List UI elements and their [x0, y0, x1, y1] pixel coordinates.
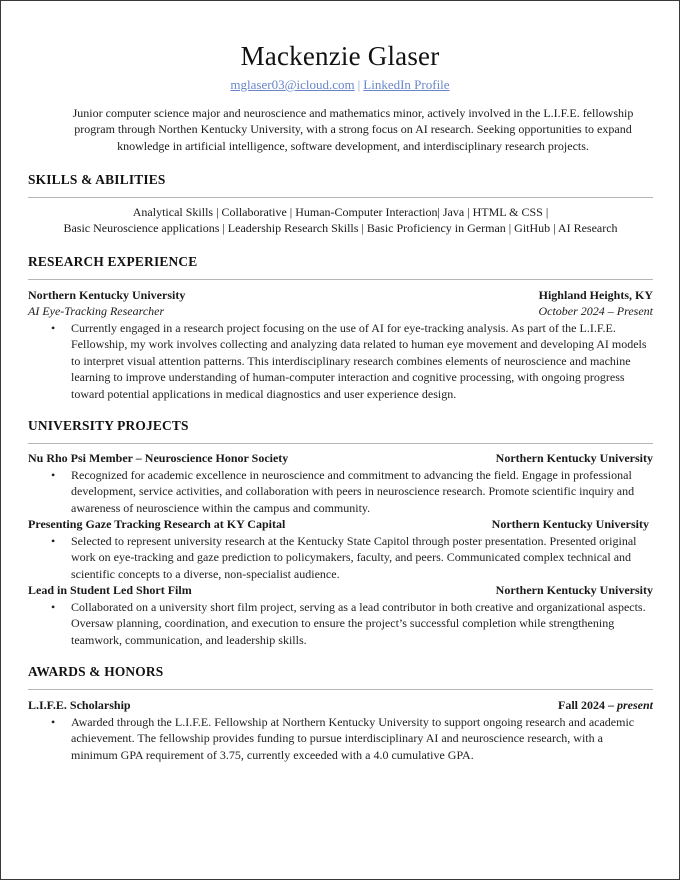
award-name: L.I.F.E. Scholarship	[28, 698, 131, 712]
section-divider	[28, 197, 653, 198]
skills-list	[28, 205, 653, 236]
research-role-row	[28, 304, 653, 320]
skills-line-2: Basic Neuroscience applications | Leadership Research Skills | Basic Proficiency in German | GitHub | AI Research	[63, 220, 618, 235]
email-link[interactable]: mglaser03@icloud.com	[230, 77, 355, 92]
bullet-icon: •	[51, 468, 56, 482]
bullet-icon: •	[51, 600, 56, 614]
research-bullet-text: Currently engaged in a research project focusing on the use of AI for eye-tracking analysis. As part of the L.I.F.E. Fellowship, my work involves collecting and analyzing data related to human eye movement and developing AI models to interpret visual attention patterns. This interdisciplinary research combines elements of neuroscience and machine learning to improve understanding of human-computer interaction and cognitive processing, with ongoing progress toward potential applications in medical diagnostics and user experience design.	[71, 321, 647, 401]
award-bullet	[51, 714, 649, 763]
project-name: Nu Rho Psi Member – Neuroscience Honor Society	[28, 451, 289, 465]
project-org: Northern Kentucky University	[495, 451, 653, 465]
project-header	[28, 451, 653, 467]
project-bullet	[51, 533, 649, 582]
project-bullet-text: Recognized for academic excellence in neuroscience and commitment to advancing the field. Engage in professional development, service activities, and collaboration with peers in neuroscience research. Promote scientific inquiry and awareness of neuroscience within the campus and community.	[71, 468, 635, 515]
contact-line	[1, 77, 679, 93]
award-date-start: Fall 2024 –	[558, 698, 614, 712]
section-divider	[28, 279, 653, 280]
awards-heading: AWARDS & HONORS	[28, 664, 164, 679]
projects-heading: UNIVERSITY PROJECTS	[28, 418, 189, 433]
research-bullet	[51, 320, 649, 402]
project-name: Lead in Student Led Short Film	[28, 583, 192, 597]
candidate-name: Mackenzie Glaser	[240, 41, 440, 71]
research-heading: RESEARCH EXPERIENCE	[28, 254, 198, 269]
award-date	[558, 698, 653, 713]
award-bullet-text: Awarded through the L.I.F.E. Fellowship at Northern Kentucky University to support ongoing research and academic achievement. The fellowship provides funding to pursue interdisciplinary AI and neuroscience research, with a minimum GPA requirement of 3.75, currently exceeded with a 4.0 cumulative GPA.	[71, 715, 635, 762]
project-bullet-text: Selected to represent university research at the Kentucky State Capitol through poster presentation. Presented original work on eye-tracking and gaze prediction to policymakers, faculty, and peers. Communicated complex technical and scientific concepts to a diverse, non-specialist audience.	[71, 534, 637, 581]
skills-line-1: Analytical Skills | Collaborative | Human-Computer Interaction| Java | HTML & CSS |	[132, 205, 549, 219]
bullet-icon: •	[51, 321, 56, 335]
linkedin-link[interactable]: LinkedIn Profile	[363, 77, 450, 92]
section-divider	[28, 689, 653, 690]
project-header	[28, 517, 653, 533]
project-org: Northern Kentucky University	[491, 517, 649, 531]
contact-separator: |	[357, 77, 361, 92]
research-dates: October 2024 – Present	[538, 304, 653, 318]
project-org: Northern Kentucky University	[495, 583, 653, 597]
research-location: Highland Heights, KY	[538, 288, 653, 302]
summary-text: Junior computer science major and neuroscience and mathematics minor, actively involved in the L.I.F.E. fellowship program through Northen Kentucky University, with a strong focus on AI research. Seeking opportunities to expand knowledge in artificial intelligence, software development, and interdisciplinary research projects.	[72, 106, 634, 153]
project-name: Presenting Gaze Tracking Research at KY Capital	[28, 517, 286, 531]
project-bullet-text: Collaborated on a university short film project, serving as a lead contributor in both creative and organizational aspects. Oversaw planning, coordination, and execution to ensure the project’s successful completion while strengthening teamwork, communication, and leadership skills.	[71, 600, 646, 647]
section-divider	[28, 443, 653, 444]
project-bullet	[51, 599, 649, 648]
award-date-present: present	[617, 698, 653, 712]
bullet-icon: •	[51, 534, 56, 548]
research-entry-header	[28, 288, 653, 304]
project-header	[28, 583, 653, 599]
project-bullet	[51, 467, 649, 516]
award-header	[28, 698, 653, 714]
research-role: AI Eye-Tracking Researcher	[28, 304, 165, 318]
skills-heading: SKILLS & ABILITIES	[28, 172, 166, 187]
bullet-icon: •	[51, 715, 56, 729]
research-org: Northern Kentucky University	[28, 288, 186, 302]
